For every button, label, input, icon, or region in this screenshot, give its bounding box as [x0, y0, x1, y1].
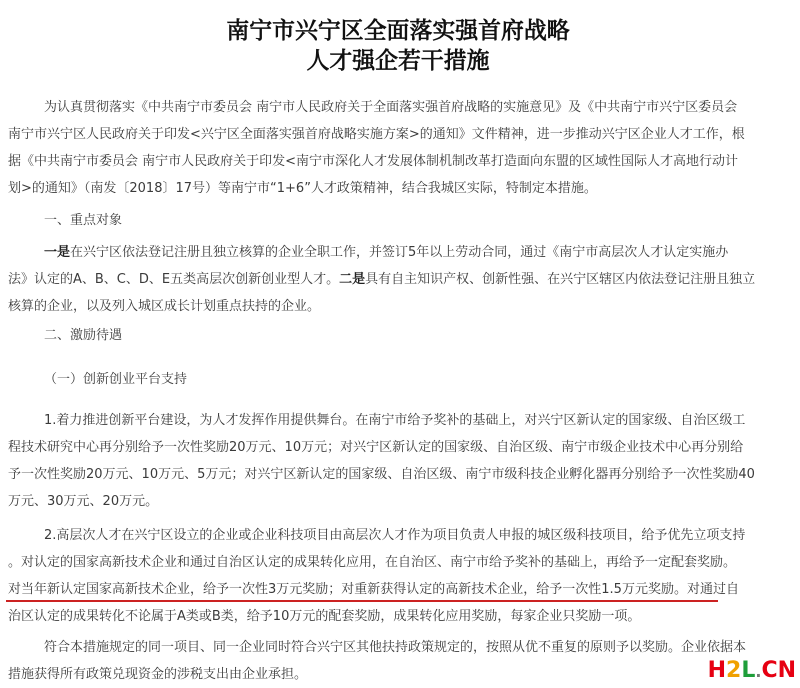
section1-line-3: 核算的企业，以及列入城区成长计划重点扶持的企业。	[8, 299, 321, 314]
item2-line-3: 对当年新认定国家高新技术企业，给予一次性3万元奖励；对重新获得认定的高新技术企业，给予一次性1.5万元奖励。对通过自	[8, 582, 739, 597]
item1-line-4: 万元、30万元、20万元。	[8, 494, 159, 509]
section1-line-2-text-b: 具有自主知识产权、创新性强、在兴宁区辖区内依法登记注册且独立	[365, 272, 756, 287]
item2-line-2: 。对认定的国家高新技术企业和通过自治区认定的成果转化应用，在自治区、南宁市给予奖补的基础上，再给予一定配套奖励。	[8, 555, 737, 570]
section1-bold-1: 一是	[44, 245, 71, 260]
intro-line-3: 据《中共南宁市委员会 南宁市人民政府关于印发<南宁市深化人才发展体制机制改革打造面向东盟的区域性国际人才高地行动计	[8, 154, 739, 169]
site-watermark-logo	[708, 658, 796, 684]
item1-line-1: 1.着力推进创新平台建设，为人才发挥作用提供舞台。在南宁市给予奖补的基础上，对兴宁区新认定的国家级、自治区级工	[44, 413, 746, 428]
section2-heading: 二、激励待遇	[44, 328, 123, 343]
section1-line-2	[8, 272, 755, 288]
doc-title-line2: 人才强企若干措施	[306, 47, 490, 74]
section1-line-1	[44, 245, 728, 261]
intro-line-4: 划>的通知》（南发〔2018〕17号）等南宁市“1+6”人才政策精神，结合我城区实际，特制定本措施。	[8, 181, 597, 196]
section1-line-2-text-a: 法》认定的A、B、C、D、E五类高层次创新创业型人才。	[8, 272, 340, 287]
item1-line-2: 程技术研究中心再分别给予一次性奖励20万元、10万元；对兴宁区新认定的国家级、自治区级、南宁市级企业技术中心再分别给	[8, 440, 744, 455]
watermark-cn: CN	[761, 658, 796, 683]
item2-line-1: 2.高层次人才在兴宁区设立的企业或企业科技项目由高层次人才作为项目负责人申报的城区级科技项目，给予优先立项支持	[44, 528, 746, 543]
doc-title-line1: 南宁市兴宁区全面落实强首府战略	[226, 17, 570, 44]
section1-heading: 一、重点对象	[44, 213, 123, 228]
watermark-dot: .	[755, 662, 762, 681]
watermark-l: L	[741, 658, 756, 683]
item2-line-4: 治区认定的成果转化不论属于A类或B类，给予10万元的配套奖励，成果转化应用奖励，每家企业只奖励一项。	[8, 609, 641, 624]
intro-line-1: 为认真贯彻落实《中共南宁市委员会 南宁市人民政府关于全面落实强首府战略的实施意见》及《中共南宁市兴宁区委员会	[44, 100, 738, 115]
intro-line-2: 南宁市兴宁区人民政府关于印发<兴宁区全面落实强首府战略实施方案>的通知》文件精神，进一步推动兴宁区企业人才工作，根	[8, 127, 745, 142]
item1-line-3: 予一次性奖励20万元、10万元、5万元；对兴宁区新认定的国家级、自治区级、南宁市级科技企业孵化器再分别给予一次性奖励40	[8, 467, 755, 482]
section1-line-1-text: 在兴宁区依法登记注册且独立核算的企业全职工作，并签订5年以上劳动合同，通过《南宁市高层次人才认定实施办	[70, 245, 729, 260]
section1-bold-2: 二是	[339, 272, 366, 287]
watermark-h: H	[707, 658, 727, 683]
closing-line-2: 措施获得所有政策兑现资金的涉税支出由企业承担。	[8, 667, 308, 682]
highlight-underline	[6, 600, 718, 602]
subsection1-heading: （一）创新创业平台支持	[44, 372, 188, 387]
watermark-2: 2	[726, 658, 742, 683]
closing-line-1: 符合本措施规定的同一项目、同一企业同时符合兴宁区其他扶持政策规定的，按照从优不重复的原则予以奖励。企业依据本	[44, 640, 747, 655]
